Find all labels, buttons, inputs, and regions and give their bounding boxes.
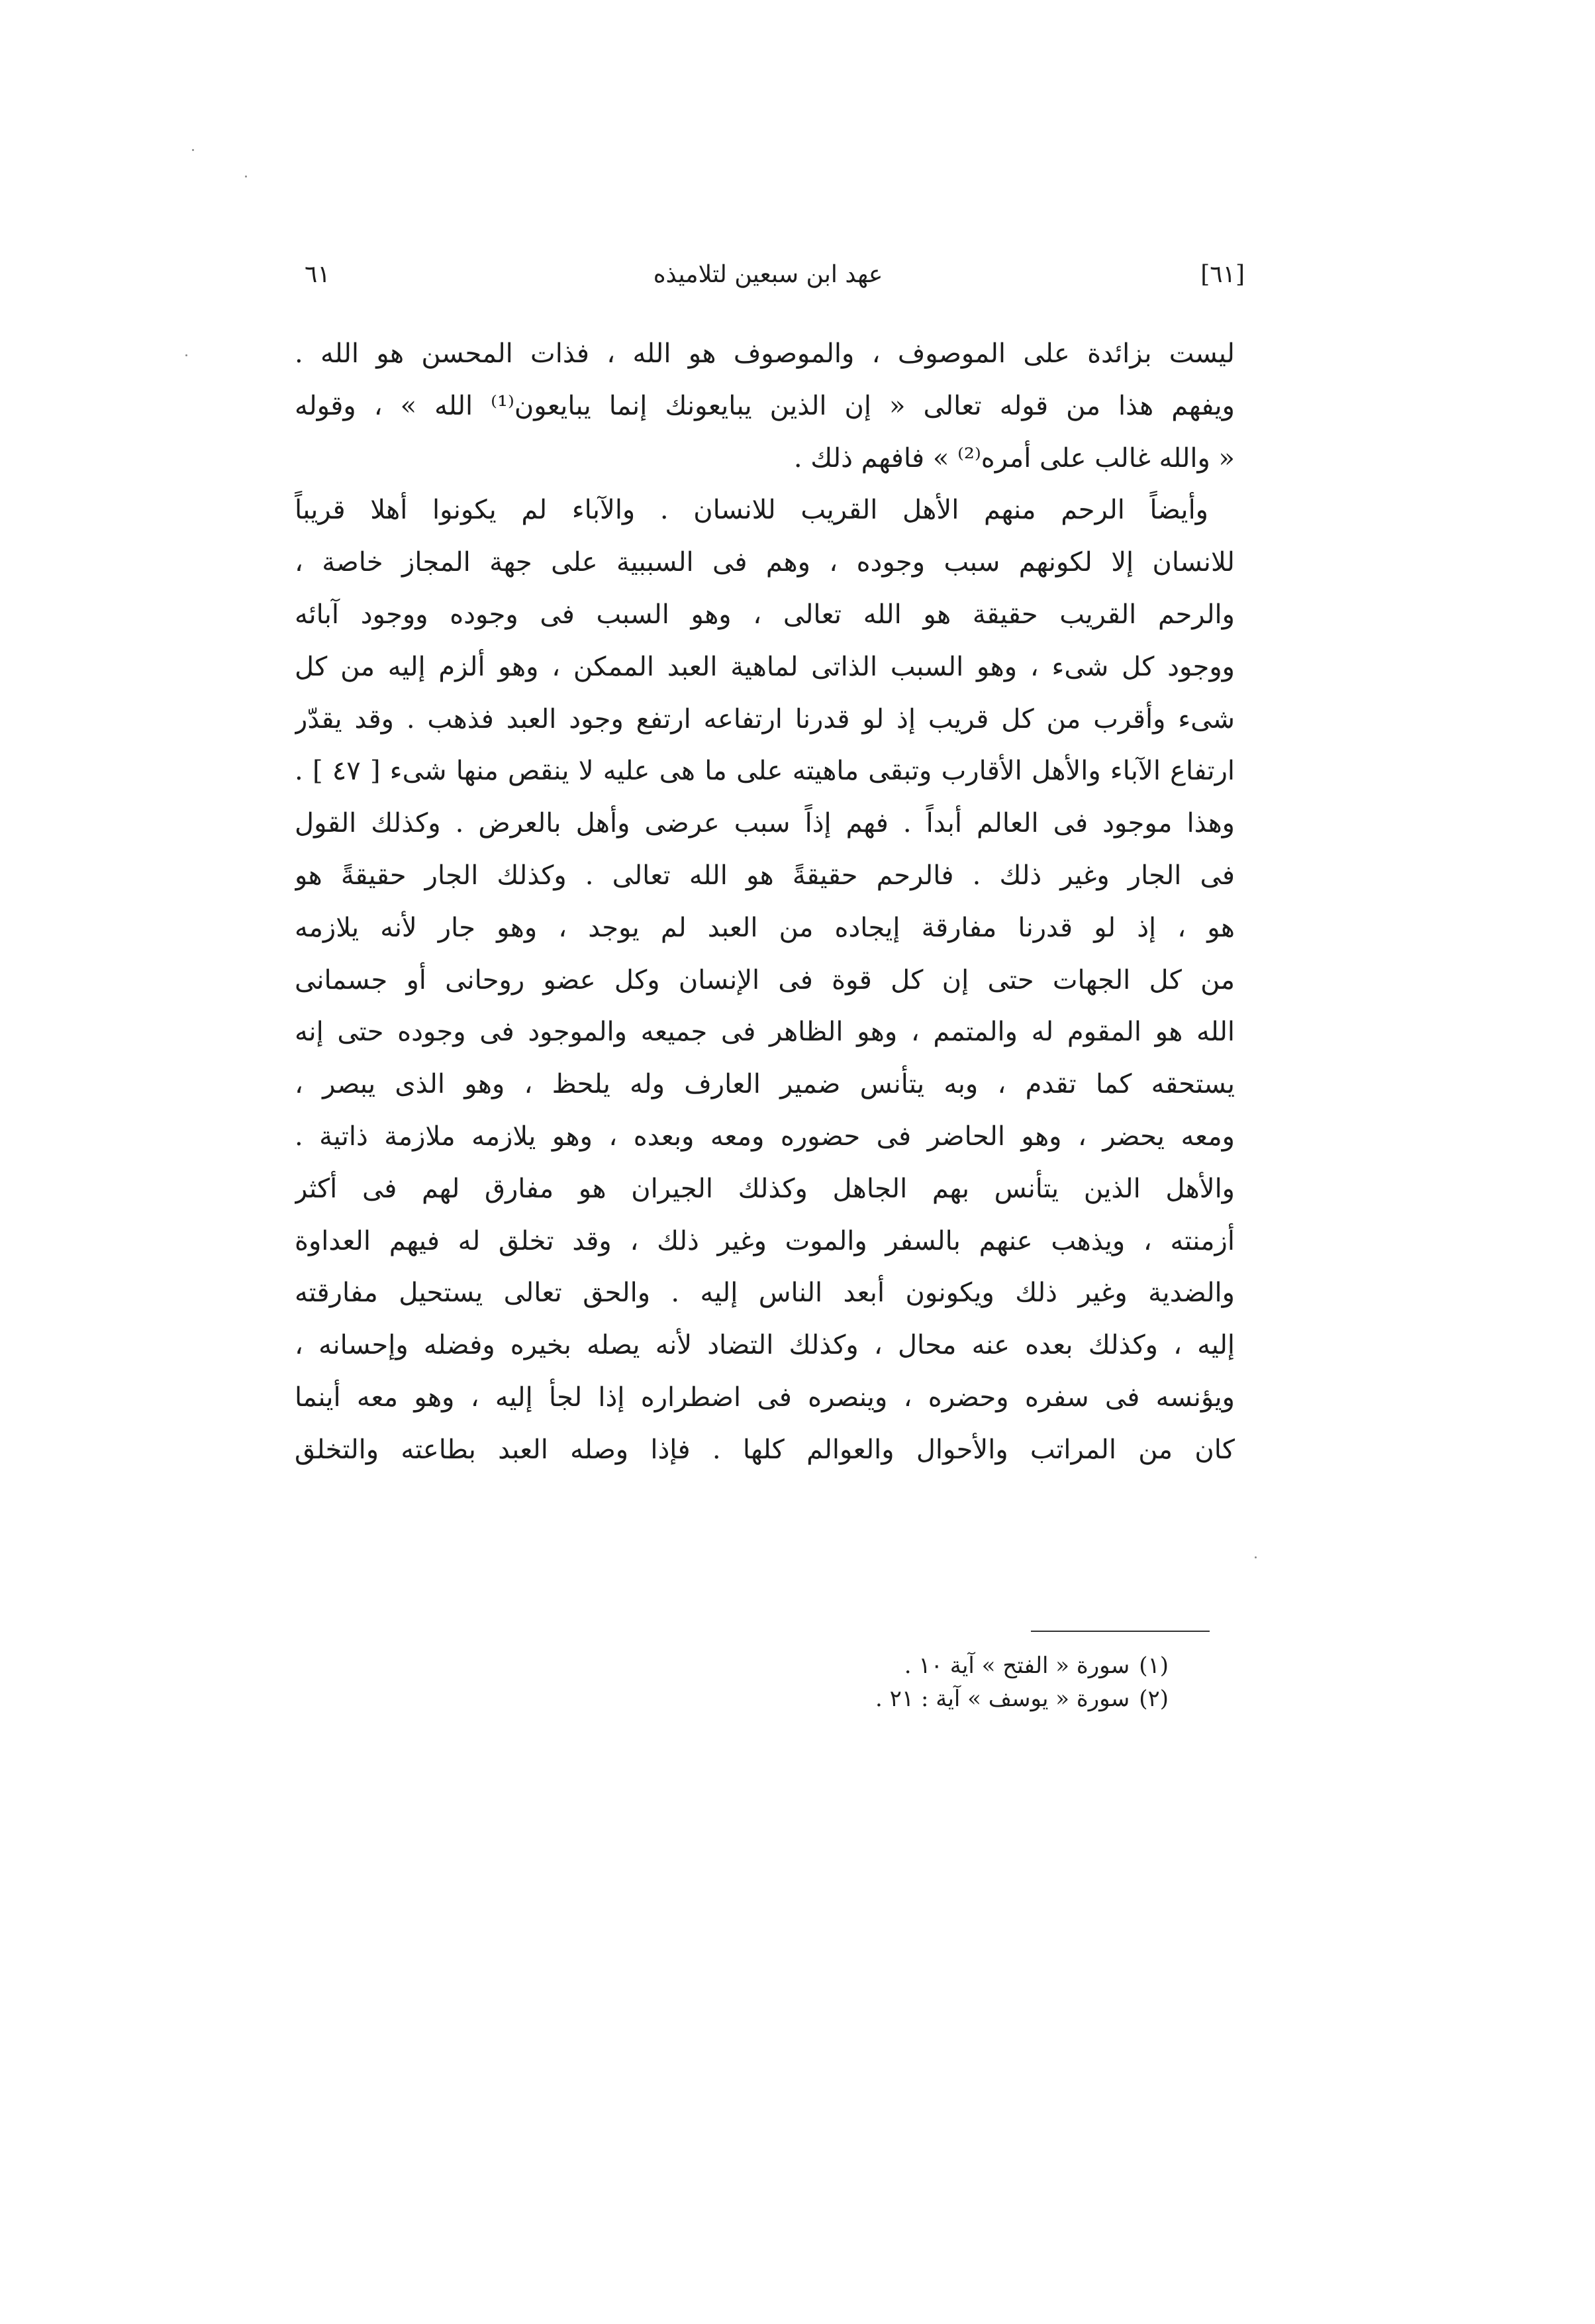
- text-line: ووجود كل شىء ، وهو السبب الذاتى لماهية العبد الممكن ، وهو ألزم إليه من كل: [295, 651, 1235, 682]
- text-line: ويؤنسه فى سفره وحضره ، وينصره فى اضطراره إذا لجأ إليه ، وهو معه أينما: [295, 1382, 1235, 1413]
- text-line: شىء وأقرب من كل قريب إذ لو قدرنا ارتفاعه ارتفع وجود العبد فذهب . وقد يقدّر: [295, 703, 1235, 734]
- text-line: ليست بزائدة على الموصوف ، والموصوف هو الله ، فذات المحسن هو الله .: [295, 338, 1235, 369]
- text-line: هو ، إذ لو قدرنا مفارقة إيجاده من العبد لم يوجد ، وهو جار لأنه يلازمه: [295, 912, 1235, 943]
- scan-speck: [1255, 1556, 1257, 1558]
- footnote: [662, 1682, 1169, 1715]
- text-line: يستحقه كما تقدم ، وبه يتأنس ضمير العارف وله يلحظ ، وهو الذى يبصر ،: [295, 1069, 1235, 1100]
- footnote-text: سورة « يوسف » آية : ٢١ .: [875, 1686, 1130, 1712]
- footnote: [662, 1649, 1169, 1682]
- page-number-left: ٦١: [305, 261, 330, 288]
- text-line: كان من المراتب والأحوال والعوالم كلها . فإذا وصله العبد بطاعته والتخلق: [295, 1434, 1235, 1465]
- text-line: وهذا موجود فى العالم أبداً . فهم إذاً سبب عرضى وأهل بالعرض . وكذلك القول: [295, 808, 1235, 839]
- text-line: ومعه يحضر ، وهو الحاضر فى حضوره ومعه وبعده ، وهو يلازمه ملازمة ذاتية .: [295, 1121, 1235, 1152]
- text-line: والأهل الذين يتأنس بهم الجاهل وكذلك الجيران هو مفارق لهم فى أكثر: [295, 1173, 1235, 1204]
- text-line: والضدية وغير ذلك ويكونون أبعد الناس إليه . والحق تعالى يستحيل مفارقته: [295, 1278, 1235, 1309]
- text-line: فى الجار وغير ذلك . فالرحم حقيقةً هو الله تعالى . وكذلك الجار حقيقةً هو: [295, 860, 1235, 891]
- footnote-number: (١): [1139, 1652, 1169, 1679]
- main-text-block: [295, 328, 1235, 1476]
- text-line: ارتفاع الآباء والأهل الأقارب وتبقى ماهيته على ما هى عليه لا ينقص منها شىء [ ٤٧ ] .: [295, 756, 1235, 787]
- text-line: « والله غالب على أمره⁽²⁾ » فافهم ذلك .: [793, 442, 1235, 474]
- text-line: والرحم القريب حقيقة هو الله تعالى ، وهو السبب فى وجوده ووجود آبائه: [295, 599, 1235, 630]
- running-title: عهد ابن سبعين لتلاميذه: [653, 261, 883, 288]
- text-line: من كل الجهات حتى إن كل قوة فى الإنسان وكل عضو روحانى أو جسمانى: [295, 964, 1235, 995]
- text-line: ويفهم هذا من قوله تعالى « إن الذين يبايعونك إنما يبايعون⁽¹⁾ الله » ، وقوله: [295, 390, 1235, 421]
- text-line: إليه ، وكذلك بعده عنه محال ، وكذلك التضاد لأنه يصله بخيره وفضله وإحسانه ،: [295, 1330, 1235, 1361]
- footnotes: [662, 1649, 1169, 1715]
- text-line: وأيضاً الرحم منهم الأهل القريب للانسان . والآباء لم يكونوا أهلا قريباً: [295, 495, 1208, 526]
- footnote-number: (٢): [1139, 1686, 1169, 1712]
- text-line: أزمنته ، ويذهب عنهم بالسفر والموت وغير ذلك ، وقد تخلق له فيهم العداوة: [295, 1225, 1235, 1256]
- running-header: [291, 255, 1245, 295]
- scan-speck: [185, 354, 187, 356]
- footnote-text: سورة « الفتح » آية ١٠ .: [904, 1652, 1130, 1679]
- scan-speck: [192, 149, 194, 151]
- text-line: للانسان إلا لكونهم سبب وجوده ، وهم فى السببية على جهة المجاز خاصة ،: [295, 547, 1235, 578]
- page-number-bracketed: [٦١]: [1200, 261, 1245, 288]
- scan-speck: [245, 176, 247, 177]
- footnote-separator: [1031, 1631, 1210, 1632]
- text-line: الله هو المقوم له والمتمم ، وهو الظاهر فى جميعه والموجود فى وجوده حتى إنه: [295, 1017, 1235, 1048]
